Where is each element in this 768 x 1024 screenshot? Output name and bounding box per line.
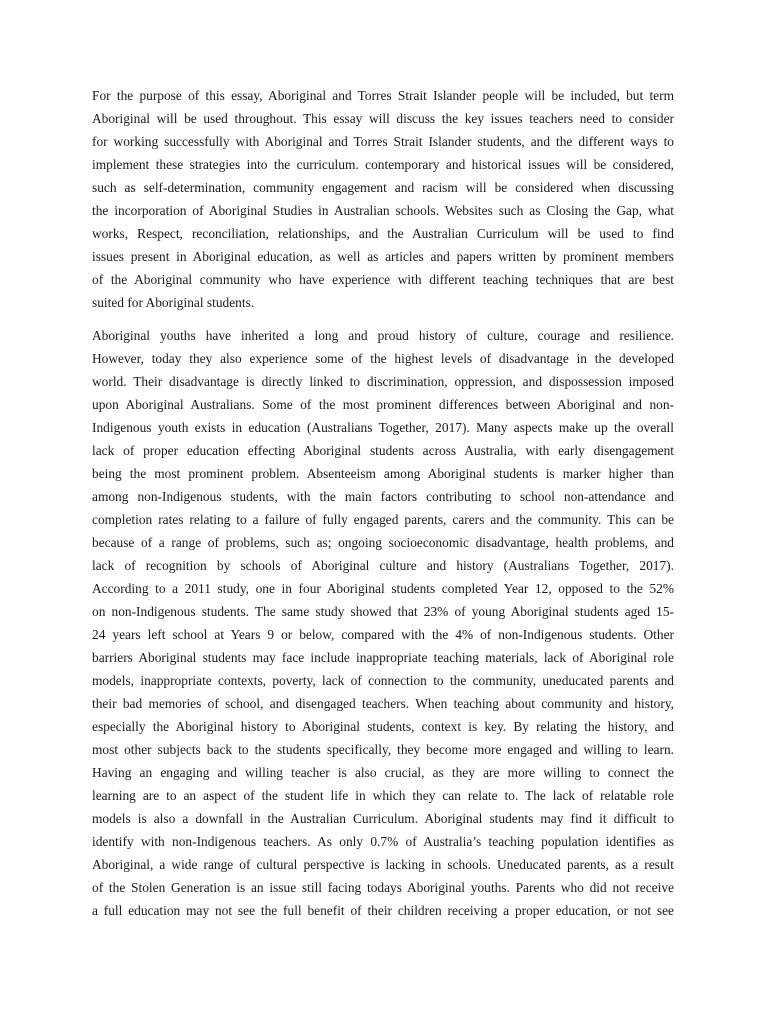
text-line: suited for Aboriginal students. — [92, 295, 255, 310]
text-line: According to a 2011 study, one in four Aboriginal students completed Year 12, opposed to the 52% — [92, 581, 674, 596]
text-line: However, today they also experience some of the highest levels of disadvantage in the developed — [92, 351, 674, 366]
text-line: For the purpose of this essay, Aboriginal and Torres Strait Islander people will be included, but term — [92, 88, 674, 103]
text-line: upon Aboriginal Australians. Some of the most prominent differences between Aboriginal and non- — [92, 397, 674, 412]
text-line: such as self-determination, community engagement and racism will be considered when discussing — [92, 180, 674, 195]
text-line: 24 years left school at Years 9 or below, compared with the 4% of non-Indigenous students. Other — [92, 627, 674, 642]
text-line: Having an engaging and willing teacher is also crucial, as they are more willing to connect the — [92, 765, 674, 780]
text-line: Aboriginal youths have inherited a long and proud history of culture, courage and resilience. — [92, 328, 674, 343]
text-line: the incorporation of Aboriginal Studies in Australian schools. Websites such as Closing the Gap, what — [92, 203, 674, 218]
text-line: completion rates relating to a failure of fully engaged parents, carers and the community. This can be — [92, 512, 674, 527]
text-line: models, inappropriate contexts, poverty, lack of connection to the community, uneducated parents and — [92, 673, 674, 688]
text-line: Indigenous youth exists in education (Australians Together, 2017). Many aspects make up the overall — [92, 420, 674, 435]
document-page — [92, 84, 674, 922]
text-line: of the Stolen Generation is an issue still facing todays Aboriginal youths. Parents who did not receive — [92, 880, 674, 895]
paragraph-intro — [92, 84, 674, 314]
paragraph-body — [92, 324, 674, 922]
text-line: world. Their disadvantage is directly linked to discrimination, oppression, and dispossession imposed — [92, 374, 674, 389]
text-line: for working successfully with Aboriginal and Torres Strait Islander students, and the different ways to — [92, 134, 674, 149]
text-line: among non-Indigenous students, with the main factors contributing to school non-attendance and — [92, 489, 674, 504]
text-line: issues present in Aboriginal education, as well as articles and papers written by prominent members — [92, 249, 674, 264]
text-line: implement these strategies into the curriculum. contemporary and historical issues will be considered, — [92, 157, 674, 172]
text-line: works, Respect, reconciliation, relationships, and the Australian Curriculum will be used to find — [92, 226, 674, 241]
text-line: lack of recognition by schools of Aboriginal culture and history (Australians Together, 2017). — [92, 558, 674, 573]
text-line: identify with non-Indigenous teachers. As only 0.7% of Australia’s teaching population identifies as — [92, 834, 674, 849]
text-line: Aboriginal, a wide range of cultural perspective is lacking in schools. Uneducated parents, as a result — [92, 857, 674, 872]
text-line: being the most prominent problem. Absenteeism among Aboriginal students is marker higher than — [92, 466, 674, 481]
text-line: barriers Aboriginal students may face include inappropriate teaching materials, lack of Aboriginal role — [92, 650, 674, 665]
text-line: lack of proper education effecting Aboriginal students across Australia, with early disengagement — [92, 443, 674, 458]
text-line: a full education may not see the full benefit of their children receiving a proper education, or not see — [92, 903, 674, 918]
text-line: on non-Indigenous students. The same study showed that 23% of young Aboriginal students aged 15- — [92, 604, 674, 619]
text-line: Aboriginal will be used throughout. This essay will discuss the key issues teachers need to consider — [92, 111, 674, 126]
text-line: especially the Aboriginal history to Aboriginal students, context is key. By relating the history, and — [92, 719, 674, 734]
text-line: of the Aboriginal community who have experience with different teaching techniques that are best — [92, 272, 674, 287]
text-line: most other subjects back to the students specifically, they become more engaged and willing to learn. — [92, 742, 674, 757]
text-line: their bad memories of school, and disengaged teachers. When teaching about community and history, — [92, 696, 674, 711]
text-line: because of a range of problems, such as; ongoing socioeconomic disadvantage, health problems, and — [92, 535, 674, 550]
text-line: learning are to an aspect of the student life in which they can relate to. The lack of relatable role — [92, 788, 674, 803]
text-line: models is also a downfall in the Australian Curriculum. Aboriginal students may find it difficult to — [92, 811, 674, 826]
